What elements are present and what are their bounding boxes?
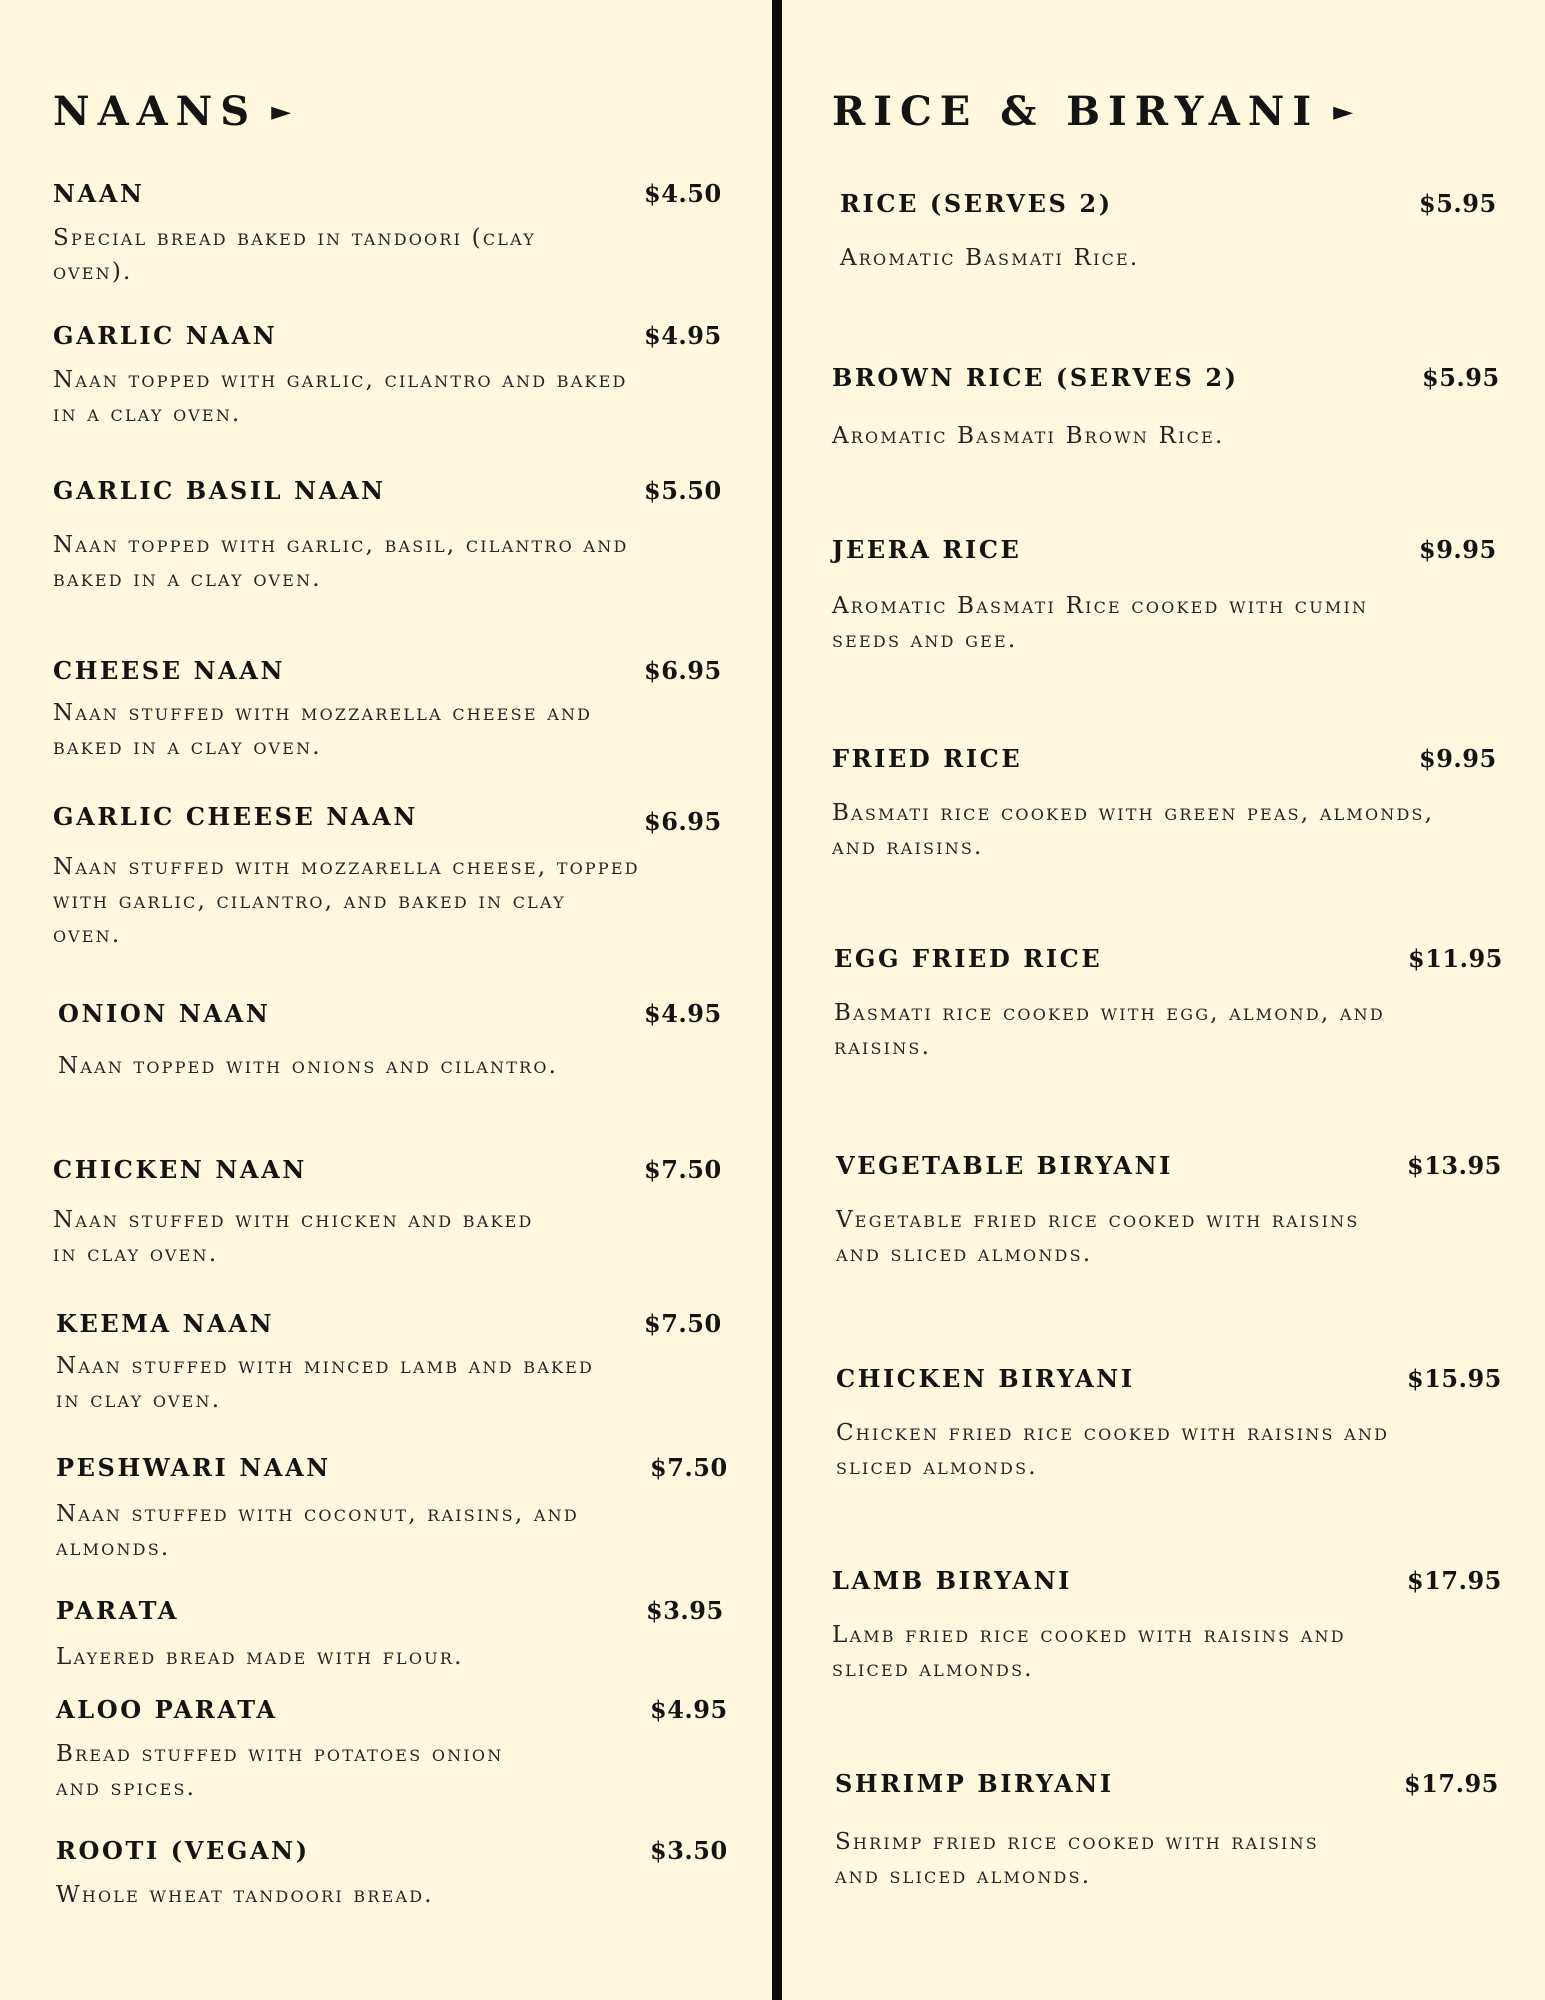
item-name: VEGETABLE BIRYANI — [836, 1151, 1173, 1180]
item-description: Aromatic Basmati Brown Rice. — [832, 423, 1225, 449]
item-name: PESHWARI NAAN — [56, 1453, 331, 1482]
item-description: Naan stuffed with chicken and baked in clay oven. — [53, 1207, 534, 1267]
item-description: Layered bread made with flour. — [56, 1644, 464, 1670]
item-price: $6.95 — [644, 807, 722, 836]
column-divider — [772, 0, 782, 2000]
item-name: CHEESE NAAN — [53, 656, 286, 685]
item-description: Basmati rice cooked with egg, almond, and raisins. — [834, 1000, 1385, 1060]
rice-biryani-heading — [832, 88, 1354, 135]
item-price: $9.95 — [1419, 535, 1497, 564]
item-name: LAMB BIRYANI — [832, 1566, 1073, 1595]
item-name: SHRIMP BIRYANI — [835, 1769, 1114, 1798]
item-price: $3.50 — [650, 1836, 728, 1865]
rice-biryani-title: RICE & BIRYANI — [832, 88, 1320, 135]
triangle-arrow-icon: ► — [1333, 97, 1354, 127]
item-price: $5.95 — [1419, 189, 1497, 218]
item-description: Aromatic Basmati Rice. — [840, 245, 1140, 271]
item-description: Naan topped with garlic, basil, cilantro and baked in a clay oven. — [53, 532, 629, 592]
item-description: Whole wheat tandoori bread. — [56, 1882, 434, 1908]
item-name: CHICKEN NAAN — [53, 1155, 307, 1184]
item-name: RICE (SERVES 2) — [840, 189, 1113, 218]
item-description: Naan topped with garlic, cilantro and baked in a clay oven. — [53, 367, 628, 427]
item-price: $17.95 — [1404, 1769, 1499, 1798]
item-price: $11.95 — [1408, 944, 1503, 973]
item-description: Naan stuffed with minced lamb and baked in clay oven. — [56, 1353, 595, 1413]
item-name: ROOTI (VEGAN) — [56, 1836, 310, 1865]
item-price: $4.50 — [644, 179, 722, 208]
item-price: $5.50 — [644, 476, 722, 505]
item-description: Special bread baked in tandoori (clay oven). — [53, 225, 536, 285]
item-name: NAAN — [53, 179, 145, 208]
item-description: Shrimp fried rice cooked with raisins and sliced almonds. — [835, 1829, 1319, 1889]
item-price: $5.95 — [1422, 363, 1500, 392]
item-name: JEERA RICE — [832, 535, 1022, 564]
item-price: $15.95 — [1407, 1364, 1502, 1393]
item-price: $4.95 — [644, 999, 722, 1028]
triangle-arrow-icon: ► — [271, 97, 292, 127]
item-name: FRIED RICE — [832, 744, 1023, 773]
item-description: Naan stuffed with mozzarella cheese and baked in a clay oven. — [53, 700, 593, 760]
item-price: $3.95 — [646, 1596, 724, 1625]
item-price: $4.95 — [650, 1695, 728, 1724]
item-description: Lamb fried rice cooked with raisins and sliced almonds. — [832, 1622, 1346, 1682]
item-name: GARLIC NAAN — [53, 321, 278, 350]
item-name: CHICKEN BIRYANI — [836, 1364, 1135, 1393]
item-price: $7.50 — [650, 1453, 728, 1482]
item-price: $4.95 — [644, 321, 722, 350]
item-name: ALOO PARATA — [56, 1695, 278, 1724]
item-description: Chicken fried rice cooked with raisins and sliced almonds. — [836, 1420, 1390, 1480]
item-price: $13.95 — [1407, 1151, 1502, 1180]
item-price: $6.95 — [644, 656, 722, 685]
item-name: KEEMA NAAN — [56, 1309, 275, 1338]
item-price: $7.50 — [644, 1309, 722, 1338]
item-name: EGG FRIED RICE — [834, 944, 1103, 973]
item-price: $9.95 — [1419, 744, 1497, 773]
item-description: Naan stuffed with coconut, raisins, and almonds. — [56, 1501, 579, 1561]
item-description: Vegetable fried rice cooked with raisins and sliced almonds. — [836, 1207, 1360, 1267]
item-description: Bread stuffed with potatoes onion and spices. — [56, 1741, 504, 1801]
item-name: PARATA — [56, 1596, 179, 1625]
naans-title: NAANS — [53, 88, 258, 135]
item-name: BROWN RICE (SERVES 2) — [832, 363, 1239, 392]
item-description: Naan topped with onions and cilantro. — [58, 1053, 559, 1079]
item-name: ONION NAAN — [58, 999, 271, 1028]
item-name: GARLIC BASIL NAAN — [53, 476, 386, 505]
item-description: Aromatic Basmati Rice cooked with cumin seeds and gee. — [832, 593, 1369, 653]
item-description: Naan stuffed with mozzarella cheese, topped with garlic, cilantro, and baked in clay oven. — [53, 854, 640, 948]
naans-heading — [53, 88, 292, 135]
item-price: $17.95 — [1407, 1566, 1502, 1595]
item-description: Basmati rice cooked with green peas, almonds, and raisins. — [832, 800, 1435, 860]
item-price: $7.50 — [644, 1155, 722, 1184]
item-name: GARLIC CHEESE NAAN — [53, 802, 418, 831]
